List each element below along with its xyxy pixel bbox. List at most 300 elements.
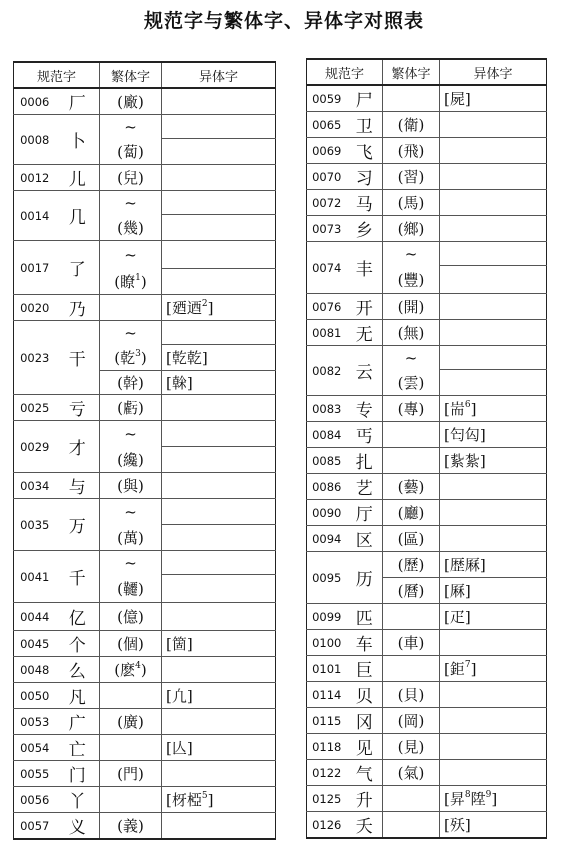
table-row [307,164,547,190]
traditional-text: ~ [124,245,137,264]
traditional-character [383,734,440,760]
table-row [307,190,547,216]
traditional-text: (蔔) [117,142,144,161]
traditional-text: (兒) [117,169,144,187]
footnote-mark: 9 [485,790,492,800]
traditional-character [383,500,440,526]
variant-character [440,630,547,656]
traditional-text: (廳) [397,504,425,522]
traditional-text: (車) [397,634,425,652]
standard-character: 才 [56,421,100,473]
header-traditional: 繁体字 [100,62,162,88]
traditional-text: ~ [124,117,137,136]
standard-character: 么 [56,657,100,683]
table-row [14,551,276,575]
character-code: 0114 [307,682,347,708]
standard-character: 儿 [56,165,100,191]
variant-text: [箇] [166,635,193,653]
character-code: 0025 [14,395,56,421]
variant-character [440,346,547,370]
traditional-character [383,85,440,112]
variant-text: [殀] [444,816,471,834]
character-code: 0020 [14,295,56,321]
header-variant: 异体字 [440,59,547,85]
table-row [307,708,547,734]
standard-character: 冈 [347,708,383,734]
table-row [14,115,276,139]
traditional-character [383,266,440,294]
standard-character: 历 [347,552,383,604]
variant-character [440,760,547,786]
traditional-text: (鄉) [397,220,425,238]
table-row [307,85,547,112]
table-row [14,813,276,840]
character-code: 0070 [307,164,347,190]
table-row [307,734,547,760]
footnote-mark: 1 [135,272,141,283]
table-row [14,657,276,683]
standard-character: 亿 [56,603,100,631]
table-row [14,499,276,525]
table-row [307,294,547,320]
variant-character [162,165,276,191]
table-row [14,88,276,115]
traditional-character [383,242,440,266]
variant-character [440,448,547,474]
footnote-mark: 6 [464,400,471,410]
standard-character: 尸 [347,85,383,112]
variant-character [440,422,547,448]
variant-text: ] [207,299,214,317]
standard-character: 厅 [347,500,383,526]
right-table-body [307,85,547,838]
traditional-text: ) [140,661,147,679]
traditional-character [383,578,440,604]
table-row [14,321,276,345]
traditional-text: (豐) [397,270,425,289]
traditional-text: (門) [117,765,144,783]
variant-text: [鉅 [444,660,465,678]
standard-character: 丐 [347,422,383,448]
traditional-text: (貝) [397,686,425,704]
traditional-text: (見) [397,738,425,756]
variant-text: ] [470,400,477,418]
standard-character: 了 [56,241,100,295]
footnote-mark: 8 [464,790,471,800]
traditional-text: (萬) [117,528,144,547]
standard-character: 干 [56,321,100,395]
character-code: 0006 [14,88,56,115]
variant-character [440,294,547,320]
standard-character: 万 [56,499,100,551]
page-title: 规范字与繁体字、异体字对照表 [143,10,424,32]
standard-character: 无 [347,320,383,346]
traditional-text: ~ [124,553,137,572]
traditional-character [383,294,440,320]
character-code: 0053 [14,709,56,735]
character-code: 0118 [307,734,347,760]
header-standard: 规范字 [307,59,383,85]
character-code: 0101 [307,656,347,682]
character-code: 0074 [307,242,347,294]
variant-character [440,164,547,190]
standard-character: 专 [347,396,383,422]
standard-character: 亏 [56,395,100,421]
traditional-text: ) [140,348,147,367]
character-code: 0045 [14,631,56,657]
table-row [307,320,547,346]
variant-character [440,500,547,526]
character-code: 0073 [307,216,347,242]
footnote-mark: 3 [135,348,141,359]
standard-character: 习 [347,164,383,190]
character-code: 0072 [307,190,347,216]
traditional-character [100,631,162,657]
variant-character [440,552,547,578]
traditional-text: (廣) [117,713,144,731]
table-row [307,786,547,812]
traditional-character [100,321,162,345]
standard-character: 车 [347,630,383,656]
traditional-character [383,138,440,164]
traditional-character [383,526,440,552]
traditional-character [383,474,440,500]
traditional-character [100,575,162,603]
traditional-text: (廠) [117,93,144,111]
character-code: 0065 [307,112,347,138]
variant-character [162,473,276,499]
traditional-character [383,604,440,630]
variant-character [162,345,276,371]
variant-character [162,631,276,657]
variant-character [440,656,547,682]
variant-character [440,138,547,164]
standard-character: 千 [56,551,100,603]
character-code: 0041 [14,551,56,603]
variant-character [162,371,276,395]
variant-character [440,526,547,552]
traditional-text: (氣) [397,764,425,782]
standard-character: 马 [347,190,383,216]
header-traditional: 繁体字 [383,59,440,85]
variant-character [162,321,276,345]
variant-character [162,88,276,115]
variant-text: ] [491,790,498,808]
traditional-character [100,115,162,139]
variant-text: [疋] [444,608,471,626]
standard-character: 乡 [347,216,383,242]
traditional-character [383,396,440,422]
variant-character [440,708,547,734]
standard-character: 扎 [347,448,383,474]
traditional-text: (歷) [397,556,425,574]
standard-character: 气 [347,760,383,786]
standard-character: 飞 [347,138,383,164]
variant-text: ] [207,791,214,809]
standard-character: 亡 [56,735,100,761]
traditional-character [383,786,440,812]
variant-character [162,499,276,525]
character-code: 0044 [14,603,56,631]
traditional-character [383,552,440,578]
variant-character [162,735,276,761]
variant-character [162,395,276,421]
variant-character [162,603,276,631]
table-row [307,112,547,138]
standard-character: 贝 [347,682,383,708]
variant-character [162,657,276,683]
standard-character: 义 [56,813,100,840]
variant-text: [耑 [444,400,465,418]
traditional-character [100,191,162,215]
standard-character: 几 [56,191,100,241]
character-code: 0056 [14,787,56,813]
character-code: 0034 [14,473,56,499]
traditional-text: (藝) [397,478,425,496]
character-code: 0082 [307,346,347,396]
traditional-text: (與) [117,477,144,495]
traditional-text: (乾 [114,348,136,367]
variant-text: [歴厤] [444,556,486,574]
traditional-text: ~ [124,424,137,443]
variant-character [440,474,547,500]
table-row [14,395,276,421]
traditional-text: ~ [404,244,418,263]
variant-text: [昇 [444,790,465,808]
standard-character: 丰 [347,242,383,294]
variant-character [440,604,547,630]
traditional-character [383,422,440,448]
traditional-text: (億) [117,608,144,626]
traditional-character [100,215,162,241]
right-comparison-table [306,58,547,839]
character-code: 0126 [307,812,347,839]
traditional-text: (衛) [397,116,425,134]
variant-character [440,396,547,422]
variant-character [440,85,547,112]
header-variant: 异体字 [162,62,276,88]
character-code: 0100 [307,630,347,656]
variant-character [440,682,547,708]
character-code: 0059 [307,85,347,112]
traditional-character [383,630,440,656]
table-row [307,760,547,786]
standard-character: 卜 [56,115,100,165]
variant-character [440,370,547,396]
variant-text: [亾] [166,739,193,757]
standard-character: 个 [56,631,100,657]
character-code: 0017 [14,241,56,295]
traditional-text: (馬) [397,194,425,212]
standard-character: 匹 [347,604,383,630]
table-row [14,709,276,735]
traditional-text: (麽 [114,661,136,679]
table-row [307,682,547,708]
table-row [307,422,547,448]
character-code: 0029 [14,421,56,473]
variant-character [162,683,276,709]
traditional-text: (虧) [117,399,144,417]
traditional-character [100,709,162,735]
traditional-character [100,421,162,447]
variant-character [440,320,547,346]
character-code: 0095 [307,552,347,604]
variant-character [162,115,276,139]
traditional-text: ~ [124,502,137,521]
table-row [307,474,547,500]
traditional-text: (岡) [397,712,425,730]
character-code: 0081 [307,320,347,346]
traditional-character [100,551,162,575]
traditional-character [100,139,162,165]
traditional-character [383,708,440,734]
footnote-mark: 4 [135,661,141,671]
character-code: 0035 [14,499,56,551]
traditional-character [100,447,162,473]
traditional-text: (習) [397,168,425,186]
standard-character: 与 [56,473,100,499]
standard-character: 厂 [56,88,100,115]
traditional-character [100,345,162,371]
variant-character [162,813,276,840]
traditional-character [100,735,162,761]
variant-text: [亁乾] [166,349,208,367]
table-row [307,216,547,242]
table-row [14,735,276,761]
variant-character [162,447,276,473]
variant-character [162,269,276,295]
character-code: 0086 [307,474,347,500]
variant-character [440,266,547,294]
traditional-text: (專) [397,400,425,418]
traditional-text: (個) [117,635,144,653]
traditional-character [383,164,440,190]
variant-character [162,421,276,447]
variant-character [162,191,276,215]
traditional-character [100,473,162,499]
variant-text: ] [470,660,477,678]
character-code: 0069 [307,138,347,164]
traditional-character [100,88,162,115]
standard-character: 夭 [347,812,383,839]
standard-character: 门 [56,761,100,787]
traditional-character [100,499,162,525]
table-row [307,630,547,656]
standard-character: 云 [347,346,383,396]
traditional-text: (曆) [397,582,425,600]
variant-text: [榦] [166,374,193,392]
character-code: 0023 [14,321,56,395]
traditional-character [100,787,162,813]
table-row [307,552,547,578]
character-code: 0014 [14,191,56,241]
variant-text: [厤] [444,582,471,600]
traditional-text: (無) [397,324,425,342]
traditional-character [383,370,440,396]
table-row [14,683,276,709]
traditional-text: ~ [404,348,418,367]
table-row [14,631,276,657]
traditional-text: (幾) [117,218,144,237]
table-row [307,526,547,552]
table-row [307,656,547,682]
header-standard: 规范字 [14,62,100,88]
table-row [14,165,276,191]
traditional-character [100,761,162,787]
table-row [307,812,547,839]
traditional-character [100,813,162,840]
table-row [307,346,547,370]
variant-text: [紥紮] [444,452,486,470]
character-code: 0054 [14,735,56,761]
variant-character [440,242,547,266]
character-code: 0122 [307,760,347,786]
character-code: 0050 [14,683,56,709]
character-code: 0008 [14,115,56,165]
header-row [14,62,276,88]
traditional-text: (開) [397,298,425,316]
standard-character: 广 [56,709,100,735]
table-row [307,500,547,526]
traditional-text: ~ [124,193,137,212]
variant-character [440,190,547,216]
traditional-character [383,190,440,216]
character-code: 0094 [307,526,347,552]
table-row [14,787,276,813]
traditional-text: (纔) [117,450,144,469]
traditional-character [100,395,162,421]
table-row [14,603,276,631]
traditional-text: ~ [124,323,137,342]
footnote-mark: 5 [201,791,208,801]
variant-character [440,112,547,138]
table-row [307,138,547,164]
standard-character: 艺 [347,474,383,500]
footnote-mark: 2 [201,299,208,309]
variant-text: 陞 [470,790,486,808]
variant-text: [屍] [444,90,471,108]
table-row [307,396,547,422]
header-row [307,59,547,85]
traditional-character [100,269,162,295]
variant-character [162,525,276,551]
table-row [14,295,276,321]
character-code: 0048 [14,657,56,683]
traditional-character [100,371,162,395]
traditional-character [100,165,162,191]
traditional-character [383,320,440,346]
standard-character: 凡 [56,683,100,709]
standard-character: 见 [347,734,383,760]
character-code: 0055 [14,761,56,787]
variant-character [162,551,276,575]
variant-character [440,812,547,839]
variant-character [162,241,276,269]
traditional-text: (雲) [397,373,425,392]
table-row [307,604,547,630]
left-table-body [14,88,276,839]
traditional-text: (飛) [397,142,425,160]
variant-text: [凢] [166,687,193,705]
standard-character: 开 [347,294,383,320]
traditional-character [100,657,162,683]
character-code: 0076 [307,294,347,320]
traditional-character [383,346,440,370]
traditional-character [383,216,440,242]
character-code: 0090 [307,500,347,526]
variant-character [440,734,547,760]
table-row [14,473,276,499]
